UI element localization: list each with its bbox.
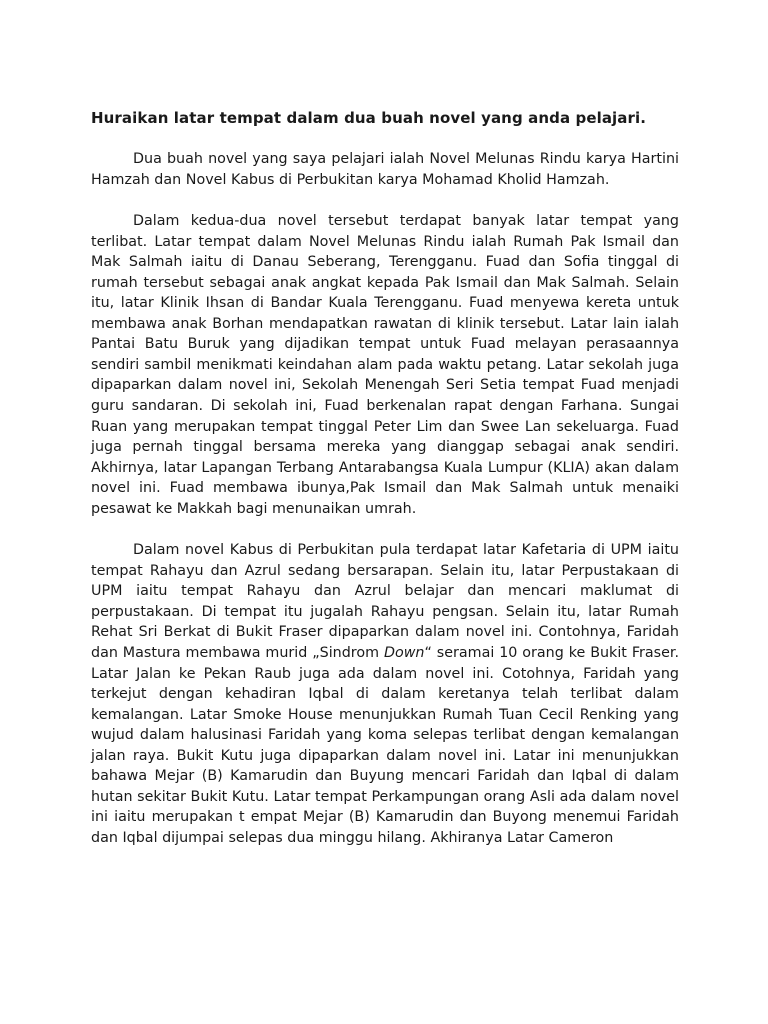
paragraph-melunas-rindu: Dalam kedua-dua novel tersebut terdapat banyak latar tempat yang terlibat. Latar tempat dalam Novel Melunas Rindu ialah Rumah Pak Ismail dan Mak Salmah iaitu di Danau Seberang, Terengganu. Fuad dan Sofia tinggal di rumah tersebut sebagai anak angkat kepada Pak Ismail dan Mak Salmah. Selain itu, latar Klinik Ihsan di Bandar Kuala Terengganu. Fuad menyewa kereta untuk membawa anak Borhan mendapatkan rawatan di klinik tersebut. Latar lain ialah Pantai Batu Buruk yang dijadikan tempat untuk Fuad melayan perasaannya sendiri sambil menikmati keindahan alam pada waktu petang. Latar sekolah juga dipaparkan dalam novel ini, Sekolah Menengah Seri Setia tempat Fuad menjadi guru sandaran. Di sekolah ini, Fuad berkenalan rapat dengan Farhana. Sungai Ruan yang merupakan tempat tinggal Peter Lim dan Swee Lan sekeluarga. Fuad juga pernah tinggal bersama mereka yang dianggap sebagai anak sendiri. Akhirnya, latar Lapangan Terbang Antarabangsa Kuala Lumpur (KLIA) akan dalam novel ini. Fuad membawa ibunya,Pak Ismail dan Mak Salmah untuk menaiki pesawat ke Makkah bagi menunaikan umrah. — [91, 213, 679, 517]
paragraph-text-after: “ seramai 10 orang ke Bukit Fraser. Latar Jalan ke Pekan Raub juga ada dalam novel ini. Cotohnya, Faridah yang terkejut dengan kehadiran Iqbal di dalam keretanya telah terlibat dalam kemalangan. Latar Smoke House menunjukkan Rumah Tuan Cecil Renking yang wujud dalam halusinasi Faridah yang koma selepas terlibat dengan kemalangan jalan raya. Bukit Kutu juga dipaparkan dalam novel ini. Latar ini menunjukkan bahawa Mejar (B) Kamarudin dan Buyung mencari Faridah dan Iqbal di dalam hutan sekitar Bukit Kutu. Latar tempat Perkampungan orang Asli ada dalam novel ini iaitu merupakan t empat Mejar (B) Kamarudin dan Buyong menemui Faridah dan Iqbal dijumpai selepas dua minggu hilang. Akhiranya Latar Cameron — [91, 645, 679, 846]
document-heading: Huraikan latar tempat dalam dua buah novel yang anda pelajari. — [91, 109, 647, 127]
paragraph-text-before: Dalam novel Kabus di Perbukitan pula terdapat latar Kafetaria di UPM iaitu tempat Rahayu dan Azrul sedang bersarapan. Selain itu, latar Perpustakaan di UPM iaitu tempat Rahayu dan Azrul belajar dan mencari maklumat di perpustakaan. Di tempat itu jugalah Rahayu pengsan. Selain itu, latar Rumah Rehat Sri Berkat di Bukit Fraser dipaparkan dalam novel ini. Contohnya, Faridah dan Mastura membawa murid „Sindrom — [91, 542, 679, 662]
document-page — [91, 108, 679, 849]
paragraph-intro: Dua buah novel yang saya pelajari ialah Novel Melunas Rindu karya Hartini Hamzah dan Novel Kabus di Perbukitan karya Mohamad Kholid Hamzah. — [91, 151, 679, 188]
paragraph-italic-term: Down — [383, 645, 425, 662]
paragraph-kabus-di-perbukitan — [91, 540, 679, 848]
